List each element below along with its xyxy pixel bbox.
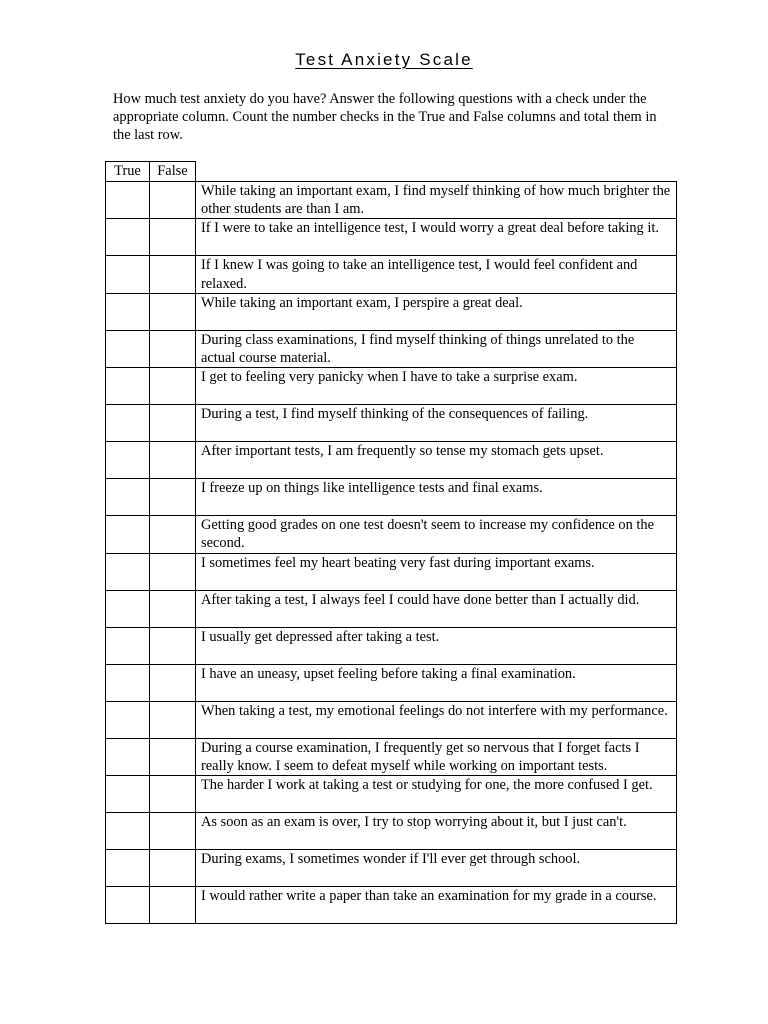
question-text: If I knew I was going to take an intelligence test, I would feel confident and relaxed. xyxy=(196,256,677,293)
true-checkbox-cell[interactable] xyxy=(106,627,150,664)
false-checkbox-cell[interactable] xyxy=(150,293,196,330)
false-checkbox-cell[interactable] xyxy=(150,776,196,813)
question-text: I usually get depressed after taking a test. xyxy=(196,627,677,664)
column-header-blank xyxy=(196,162,677,182)
false-checkbox-cell[interactable] xyxy=(150,627,196,664)
question-text: I have an uneasy, upset feeling before taking a final examination. xyxy=(196,664,677,701)
question-text: After important tests, I am frequently so tense my stomach gets upset. xyxy=(196,442,677,479)
table-row xyxy=(106,813,677,850)
table-row xyxy=(106,850,677,887)
table-row xyxy=(106,182,677,219)
table-row xyxy=(106,405,677,442)
question-text: During a test, I find myself thinking of the consequences of failing. xyxy=(196,405,677,442)
question-text: I freeze up on things like intelligence tests and final exams. xyxy=(196,479,677,516)
true-checkbox-cell[interactable] xyxy=(106,405,150,442)
table-row xyxy=(106,219,677,256)
false-checkbox-cell[interactable] xyxy=(150,182,196,219)
table-row xyxy=(106,330,677,367)
table-row xyxy=(106,664,677,701)
true-checkbox-cell[interactable] xyxy=(106,850,150,887)
question-text: Getting good grades on one test doesn't seem to increase my confidence on the second. xyxy=(196,516,677,553)
false-checkbox-cell[interactable] xyxy=(150,368,196,405)
true-checkbox-cell[interactable] xyxy=(106,182,150,219)
true-checkbox-cell[interactable] xyxy=(106,701,150,738)
true-checkbox-cell[interactable] xyxy=(106,813,150,850)
true-checkbox-cell[interactable] xyxy=(106,664,150,701)
true-checkbox-cell[interactable] xyxy=(106,887,150,924)
true-checkbox-cell[interactable] xyxy=(106,776,150,813)
anxiety-scale-table xyxy=(105,161,677,924)
page-title-text: Test Anxiety Scale xyxy=(295,50,473,69)
false-checkbox-cell[interactable] xyxy=(150,553,196,590)
table-row xyxy=(106,701,677,738)
table-row xyxy=(106,590,677,627)
table-row xyxy=(106,738,677,775)
question-text: While taking an important exam, I perspire a great deal. xyxy=(196,293,677,330)
true-checkbox-cell[interactable] xyxy=(106,479,150,516)
false-checkbox-cell[interactable] xyxy=(150,405,196,442)
table-header-row xyxy=(106,162,677,182)
true-checkbox-cell[interactable] xyxy=(106,553,150,590)
true-checkbox-cell[interactable] xyxy=(106,293,150,330)
question-text: If I were to take an intelligence test, I would worry a great deal before taking it. xyxy=(196,219,677,256)
instructions-text: How much test anxiety do you have? Answer the following questions with a check under the appropriate column. Count the number checks in the True and False columns and total them in the last row. xyxy=(113,91,657,144)
table-row xyxy=(106,479,677,516)
page-title xyxy=(0,49,768,71)
question-text: When taking a test, my emotional feelings do not interfere with my performance. xyxy=(196,701,677,738)
true-checkbox-cell[interactable] xyxy=(106,256,150,293)
question-text: I would rather write a paper than take an examination for my grade in a course. xyxy=(196,887,677,924)
false-checkbox-cell[interactable] xyxy=(150,442,196,479)
table-row xyxy=(106,553,677,590)
question-text: After taking a test, I always feel I could have done better than I actually did. xyxy=(196,590,677,627)
false-checkbox-cell[interactable] xyxy=(150,219,196,256)
false-checkbox-cell[interactable] xyxy=(150,850,196,887)
false-checkbox-cell[interactable] xyxy=(150,590,196,627)
false-checkbox-cell[interactable] xyxy=(150,701,196,738)
false-checkbox-cell[interactable] xyxy=(150,738,196,775)
table-row xyxy=(106,256,677,293)
false-checkbox-cell[interactable] xyxy=(150,330,196,367)
table-row xyxy=(106,293,677,330)
true-checkbox-cell[interactable] xyxy=(106,590,150,627)
table-row xyxy=(106,442,677,479)
table-row xyxy=(106,887,677,924)
table-row xyxy=(106,776,677,813)
question-text: I sometimes feel my heart beating very fast during important exams. xyxy=(196,553,677,590)
false-checkbox-cell[interactable] xyxy=(150,887,196,924)
true-checkbox-cell[interactable] xyxy=(106,219,150,256)
true-checkbox-cell[interactable] xyxy=(106,442,150,479)
column-header-false: False xyxy=(150,162,196,182)
table-row xyxy=(106,368,677,405)
question-text: The harder I work at taking a test or studying for one, the more confused I get. xyxy=(196,776,677,813)
false-checkbox-cell[interactable] xyxy=(150,516,196,553)
table-row xyxy=(106,516,677,553)
true-checkbox-cell[interactable] xyxy=(106,516,150,553)
false-checkbox-cell[interactable] xyxy=(150,664,196,701)
false-checkbox-cell[interactable] xyxy=(150,813,196,850)
question-text: During class examinations, I find myself thinking of things unrelated to the actual course material. xyxy=(196,330,677,367)
question-text: During exams, I sometimes wonder if I'll ever get through school. xyxy=(196,850,677,887)
question-text: During a course examination, I frequently get so nervous that I forget facts I really know. I seem to defeat myself while working on important tests. xyxy=(196,738,677,775)
false-checkbox-cell[interactable] xyxy=(150,479,196,516)
true-checkbox-cell[interactable] xyxy=(106,368,150,405)
table-row xyxy=(106,627,677,664)
question-text: I get to feeling very panicky when I have to take a surprise exam. xyxy=(196,368,677,405)
question-text: As soon as an exam is over, I try to stop worrying about it, but I just can't. xyxy=(196,813,677,850)
true-checkbox-cell[interactable] xyxy=(106,330,150,367)
false-checkbox-cell[interactable] xyxy=(150,256,196,293)
column-header-true: True xyxy=(106,162,150,182)
question-text: While taking an important exam, I find myself thinking of how much brighter the other students are than I am. xyxy=(196,182,677,219)
true-checkbox-cell[interactable] xyxy=(106,738,150,775)
